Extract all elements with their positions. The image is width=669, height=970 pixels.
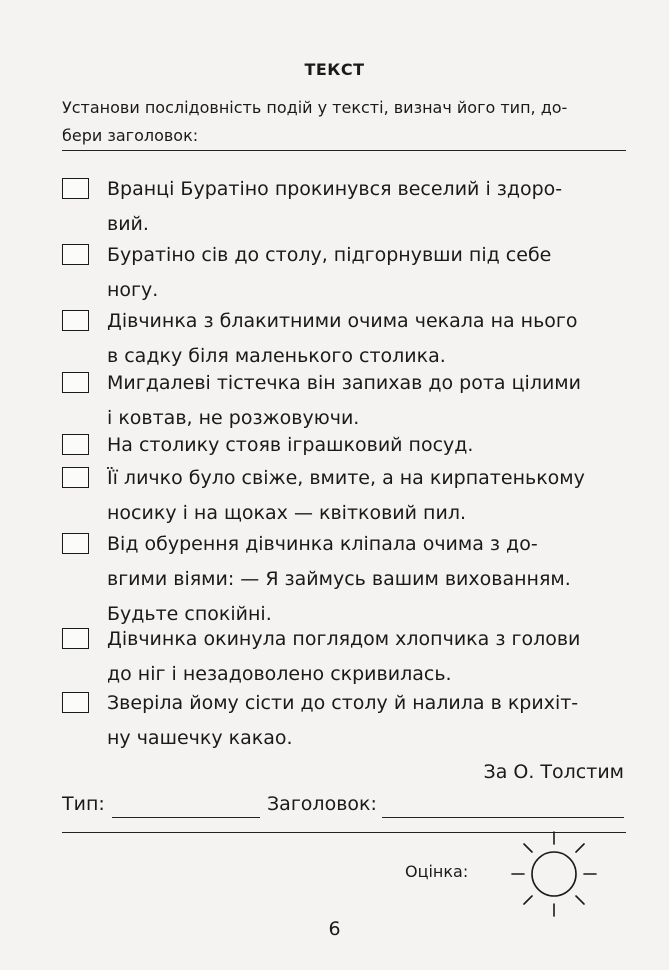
order-checkbox-9[interactable]: [62, 692, 89, 713]
order-checkbox-7[interactable]: [62, 533, 89, 554]
rating-label: Оцінка:: [405, 862, 469, 881]
page-title: ТЕКСТ: [304, 60, 365, 79]
instruction-line-1: Установи послідовність подій у тексті, визнач його тип, до-: [62, 98, 568, 117]
order-checkbox-8[interactable]: [62, 628, 89, 649]
task-instruction: [62, 94, 622, 150]
type-answer-line[interactable]: [112, 817, 260, 818]
page-number: 6: [328, 918, 341, 940]
instruction-line-2: бери заголовок:: [62, 126, 199, 145]
event-text-7: Від обурення дівчинка кліпала очима з до- вгими віями: — Я займусь вашим вихованням. Будьте спокійні.: [107, 533, 571, 625]
event-text-3: Дівчинка з блакитними очима чекала на нього в садку біля маленького столика.: [107, 310, 578, 367]
order-checkbox-2[interactable]: [62, 244, 89, 265]
order-checkbox-4[interactable]: [62, 372, 89, 393]
event-text-8: Дівчинка окинула поглядом хлопчика з голови до ніг і незадоволено скривилась.: [107, 628, 581, 685]
order-checkbox-5[interactable]: [62, 434, 89, 455]
event-text-2: Буратіно сів до столу, підгорнувши під себе ногу.: [107, 244, 552, 301]
event-text-5: На столику стояв іграшковий посуд.: [107, 434, 474, 456]
order-checkbox-6[interactable]: [62, 467, 89, 488]
author-attribution: За О. Толстим: [483, 761, 624, 783]
event-text-1: Вранці Буратіно прокинувся веселий і здоро- вий.: [107, 178, 563, 235]
instruction-underline: [62, 150, 626, 151]
title-label: Заголовок:: [267, 793, 377, 815]
order-checkbox-3[interactable]: [62, 310, 89, 331]
type-label: Тип:: [62, 793, 105, 815]
event-text-9: Зверіла йому сісти до столу й налила в крихіт- ну чашечку какао.: [107, 692, 579, 749]
sun-icon: [510, 828, 602, 920]
event-text-6: Її личко було свіже, вмите, а на кирпатенькому носику і на щоках — квітковий пил.: [107, 467, 585, 524]
title-answer-line[interactable]: [382, 817, 624, 818]
order-checkbox-1[interactable]: [62, 178, 89, 199]
event-text-4: Мигдалеві тістечка він запихав до рота цілими і ковтав, не розжовуючи.: [107, 372, 581, 429]
